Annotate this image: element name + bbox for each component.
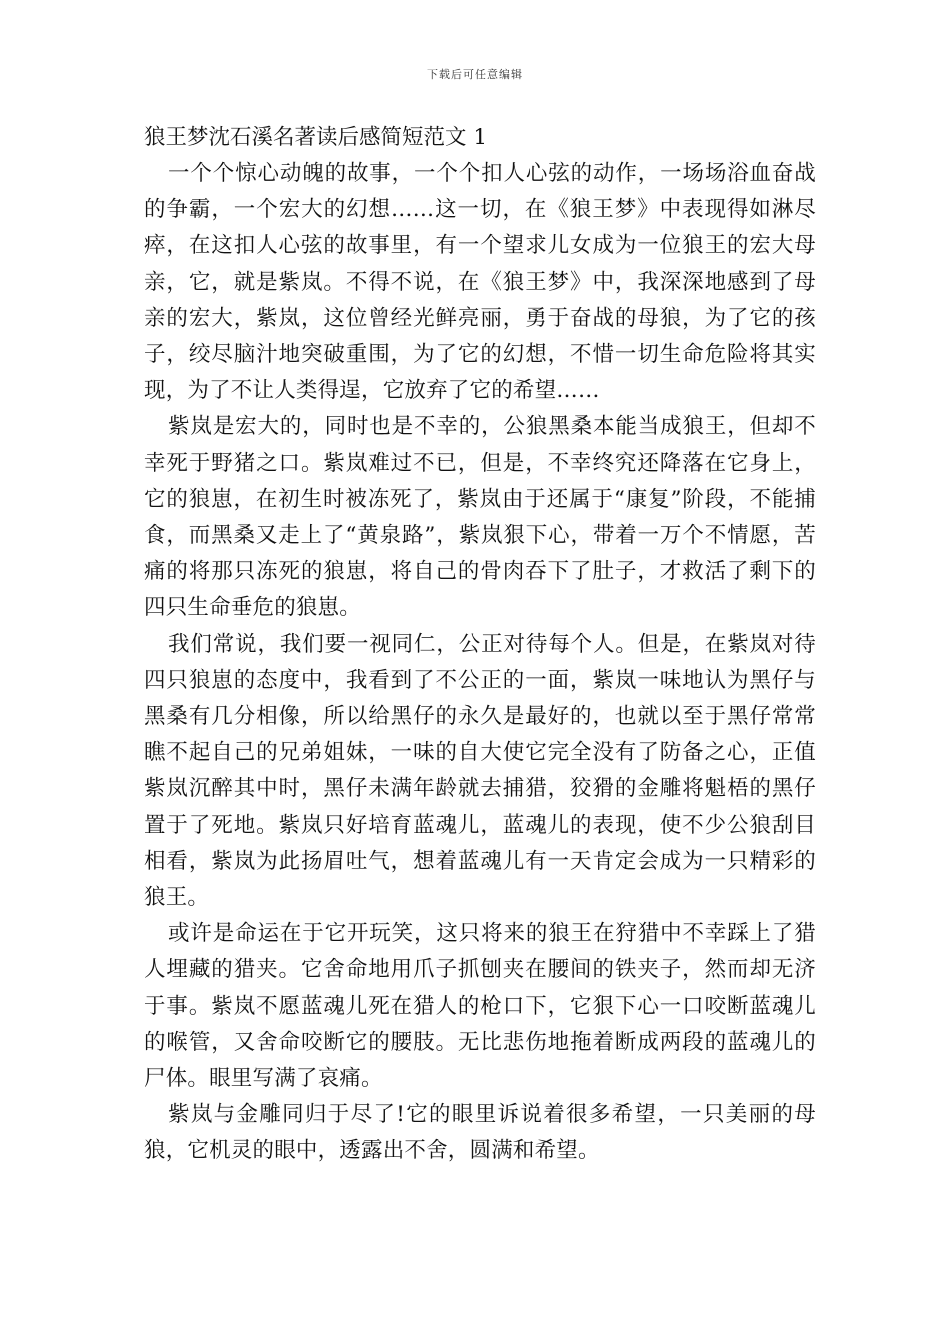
paragraph-3: 我们常说，我们要一视同仁，公正对待每个人。但是，在紫岚对待四只狼崽的态度中，我看到了不公正的一面，紫岚一味地认为黑仔与黑桑有几分相像，所以给黑仔的永久是最好的，也就以至于黑仔常常瞧不起自己的兄弟姐妹，一味的自大使它完全没有了防备之心，正值紫岚沉醉其中时，黑仔未满年龄就去捕猎，狡猾的金雕将魁梧的黑仔置于了死地。紫岚只好培育蓝魂儿，蓝魂儿的表现，使不少公狼刮目相看，紫岚为此扬眉吐气，想着蓝魂儿有一天肯定会成为一只精彩的狼王。 bbox=[144, 631, 816, 911]
document-title: 狼王梦沈石溪名著读后感简短范文 1 bbox=[144, 125, 488, 150]
paragraph-2: 紫岚是宏大的，同时也是不幸的，公狼黑桑本能当成狼王，但却不幸死于野猪之口。紫岚难过不已，但是，不幸终究还降落在它身上，它的狼崽，在初生时被冻死了，紫岚由于还属于“康复”阶段，不能捕食，而黑桑又走上了“黄泉路”，紫岚狠下心，带着一万个不情愿，苦痛的将那只冻死的狼崽，将自己的骨肉吞下了肚子，才救活了剩下的四只生命垂危的狼崽。 bbox=[144, 414, 816, 621]
page-header-note: 下载后可任意编辑 bbox=[427, 68, 523, 81]
paragraph-1: 一个个惊心动魄的故事，一个个扣人心弦的动作，一场场浴血奋战的争霸，一个宏大的幻想……这一切，在《狼王梦》中表现得如淋尽瘁，在这扣人心弦的故事里，有一个望求儿女成为一位狼王的宏大母亲，它，就是紫岚。不得不说，在《狼王梦》中，我深深地感到了母亲的宏大，紫岚，这位曾经光鲜亮丽，勇于奋战的母狼，为了它的孩子，绞尽脑汁地突破重围，为了它的幻想，不惜一切生命危险将其实现，为了不让人类得逞，它放弃了它的希望…… bbox=[144, 161, 816, 404]
paragraph-5: 紫岚与金雕同归于尽了!它的眼里诉说着很多希望，一只美丽的母狼，它机灵的眼中，透露出不舍，圆满和希望。 bbox=[144, 1102, 816, 1164]
document-body bbox=[144, 120, 816, 1170]
paragraph-4: 或许是命运在于它开玩笑，这只将来的狼王在狩猎中不幸踩上了猎人埋藏的猎夹。它舍命地用爪子抓刨夹在腰间的铁夹子，然而却无济于事。紫岚不愿蓝魂儿死在猎人的枪口下，它狠下心一口咬断蓝魂儿的喉管，又舍命咬断它的腰肢。无比悲伤地拖着断成两段的蓝魂儿的尸体。眼里写满了哀痛。 bbox=[144, 921, 816, 1092]
